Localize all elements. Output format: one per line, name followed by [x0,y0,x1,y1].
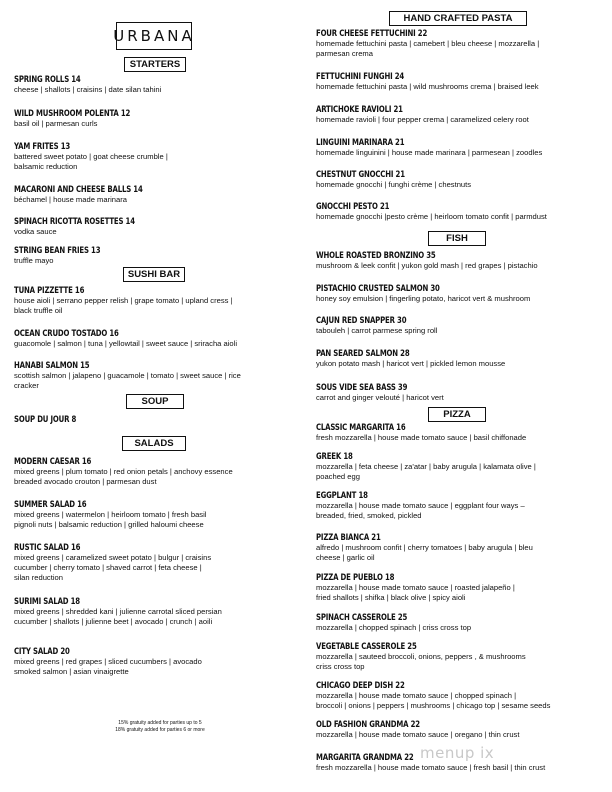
item-name: PISTACHIO CRUSTED SALMON 30 [316,283,440,294]
item-desc: house aioli | serrano pepper relish | grape tomato | upland cress | black truffle oil [14,296,233,315]
menu-item [316,137,606,158]
item-name: SPINACH RICOTTA ROSETTES 14 [14,216,135,227]
menu-item [316,612,606,633]
menu-item [316,169,606,190]
section-salads: SALADS [122,436,186,451]
item-desc: scottish salmon | jalapeno | guacamole | tomato | sweet sauce | rice cracker [14,371,241,390]
menu-item [14,646,304,677]
menu-item [316,382,606,403]
item-name: TUNA PIZZETTE 16 [14,285,85,296]
menu-item [316,348,606,369]
item-name: FOUR CHEESE FETTUCHINI 22 [316,28,428,39]
item-name: PIZZA DE PUEBLO 18 [316,572,395,583]
item-desc: homemade fettuchini pasta | wild mushrooms crema | braised leek [316,82,539,91]
menu-item [14,216,304,237]
item-name: HANABI SALMON 15 [14,360,90,371]
menu-item [316,104,606,125]
item-name: CLASSIC MARGARITA 16 [316,422,406,433]
item-desc: mixed greens | shredded kani | julienne carrotal sliced persian cucumber | shallots | julienne beet | avocado | crunch | aoili [14,607,222,626]
item-desc: tabouleh | carrot parmese spring roll [316,326,438,335]
menu-item [316,532,606,563]
item-name: LINGUINI MARINARA 21 [316,137,405,148]
item-desc: mixed greens | caramelized sweet potato | bulgur | craisins cucumber | cherry tomato | shaved carrot | feta cheese | silan reduction [14,553,212,582]
menu-item [316,71,606,92]
restaurant-logo: URBANA [116,22,192,50]
menu-item [316,283,606,304]
item-name: MARGARITA GRANDMA 22 [316,752,414,763]
section-sushi-bar: SUSHI BAR [123,267,185,282]
menu-item [14,285,304,316]
menu-item [316,641,606,672]
watermark: menup ix [420,744,495,762]
item-desc: mixed greens | plum tomato | red onion petals | anchovy essence breaded avocado crouton | parmesan dust [14,467,233,486]
gratuity-note [100,720,220,734]
item-name: SOUP DU JOUR 8 [14,414,77,425]
item-desc: carrot and ginger velouté | haricot vert [316,393,444,402]
item-name: CHICAGO DEEP DISH 22 [316,680,405,691]
item-desc: guacomole | salmon | tuna | yellowtail | sweet sauce | sriracha aioli [14,339,238,348]
item-desc: alfredo | mushroom confit | cherry tomatoes | baby arugula | bleu cheese | garlic oil [316,543,533,562]
item-name: GREEK 18 [316,451,353,462]
item-name: CITY SALAD 20 [14,646,70,657]
item-name: SPRING ROLLS 14 [14,74,81,85]
section-pizza: PIZZA [428,407,486,422]
item-desc: mozzarella | house made tomato sauce | roasted jalapeño | fried shallots | shifka | black olive | spicy aioli [316,583,515,602]
menu-item [316,451,606,482]
menu-item [14,542,304,583]
item-desc: mozzarella | house made tomato sauce | chopped spinach | broccoli | onions | peppers | mushrooms | chicago top | sesame seeds [316,691,551,710]
menu-item [14,245,304,266]
item-desc: battered sweet potato | goat cheese crumble | balsamic reduction [14,152,168,171]
item-name: FETTUCHINI FUNGHI 24 [316,71,405,82]
item-name: SURIMI SALAD 18 [14,596,80,607]
menu-item [14,108,304,129]
menu-item [14,456,304,487]
item-name: SPINACH CASSEROLE 25 [316,612,408,623]
item-desc: mixed greens | red grapes | sliced cucumbers | avocado smoked salmon | asian vinaigrette [14,657,202,676]
item-name: MODERN CAESAR 16 [14,456,92,467]
item-desc: homemade linguinini | house made marinara | parmesean | zoodles [316,148,543,157]
item-desc: honey soy emulsion | fingerling potato, haricot vert & mushroom [316,294,531,303]
item-desc: yukon potato mash | haricot vert | pickled lemon mousse [316,359,506,368]
item-name: CAJUN RED SNAPPER 30 [316,315,407,326]
menu-item [316,680,606,711]
item-desc: homemade fettuchini pasta | camebert | bleu cheese | mozzarella | parmesan crema [316,39,540,58]
item-desc: mixed greens | watermelon | heirloom tomato | fresh basil pignoli nuts | balsamic reduction | grilled haloumi cheese [14,510,207,529]
item-name: SUMMER SALAD 16 [14,499,87,510]
menu-item [14,360,304,391]
item-name: WILD MUSHROOM POLENTA 12 [14,108,131,119]
item-desc: homemade gnocchi | funghi crème | chestnuts [316,180,472,189]
item-name: OCEAN CRUDO TOSTADO 16 [14,328,119,339]
item-desc: homemade ravioli | four pepper crema | caramelized celery root [316,115,529,124]
item-desc: basil oil | parmesan curls [14,119,98,128]
section-starters: STARTERS [124,57,186,72]
item-desc: cheese | shallots | craisins | date silan tahini [14,85,162,94]
gratuity-line: 18% gratuity added for parties 6 or more [115,727,205,733]
menu-item [14,414,304,425]
item-desc: mozzarella | feta cheese | za'atar | baby arugula | kalamata olive | poached egg [316,462,536,481]
menu-item [14,184,304,205]
item-name: SOUS VIDE SEA BASS 39 [316,382,408,393]
menu-item [14,141,304,172]
item-name: GNOCCHI PESTO 21 [316,201,390,212]
item-name: EGGPLANT 18 [316,490,368,501]
item-name: OLD FASHION GRANDMA 22 [316,719,420,730]
item-name: ARTICHOKE RAVIOLI 21 [316,104,403,115]
menu-item [316,201,606,222]
menu-item [316,315,606,336]
item-desc: vodka sauce [14,227,57,236]
item-name: WHOLE ROASTED BRONZINO 35 [316,250,436,261]
section-soup: SOUP [126,394,184,409]
section-pasta: HAND CRAFTED PASTA [389,11,527,26]
gratuity-line: 15% gratuity added for parties up to 5 [118,720,202,726]
item-name: RUSTIC SALAD 16 [14,542,81,553]
item-desc: mozzarella | chopped spinach | criss cross top [316,623,472,632]
item-desc: mozzarella | house made tomato sauce | oregano | thin crust [316,730,520,739]
menu-item [14,74,304,95]
menu-item [316,250,606,271]
menu-item [316,422,606,443]
item-desc: mozzarella | house made tomato sauce | eggplant four ways – breaded, fried, smoked, pickled [316,501,525,520]
menu-item [316,572,606,603]
item-name: MACARONI AND CHEESE BALLS 14 [14,184,143,195]
menu-item [14,328,304,349]
item-desc: homemade gnocchi |pesto crème | heirloom tomato confit | parmdust [316,212,547,221]
item-name: STRING BEAN FRIES 13 [14,245,101,256]
item-desc: béchamel | house made marinara [14,195,127,204]
menu-item [316,28,606,59]
section-fish: FISH [428,231,486,246]
menu-item [316,490,606,521]
menu-item [14,596,304,627]
item-name: PIZZA BIANCA 21 [316,532,381,543]
item-name: VEGETABLE CASSEROLE 25 [316,641,417,652]
item-desc: mozzarella | sauteed broccoli, onions, peppers , & mushrooms criss cross top [316,652,526,671]
item-name: YAM FRITES 13 [14,141,71,152]
item-name: CHESTNUT GNOCCHI 21 [316,169,405,180]
menu-item [14,499,304,530]
item-desc: mushroom & leek confit | yukon gold mash | red grapes | pistachio [316,261,538,270]
menu-item [316,719,606,740]
item-name: PAN SEARED SALMON 28 [316,348,410,359]
item-desc: fresh mozzarella | house made tomato sauce | fresh basil | thin crust [316,763,546,772]
item-desc: truffle mayo [14,256,54,265]
item-desc: fresh mozzarella | house made tomato sauce | basil chiffonade [316,433,527,442]
